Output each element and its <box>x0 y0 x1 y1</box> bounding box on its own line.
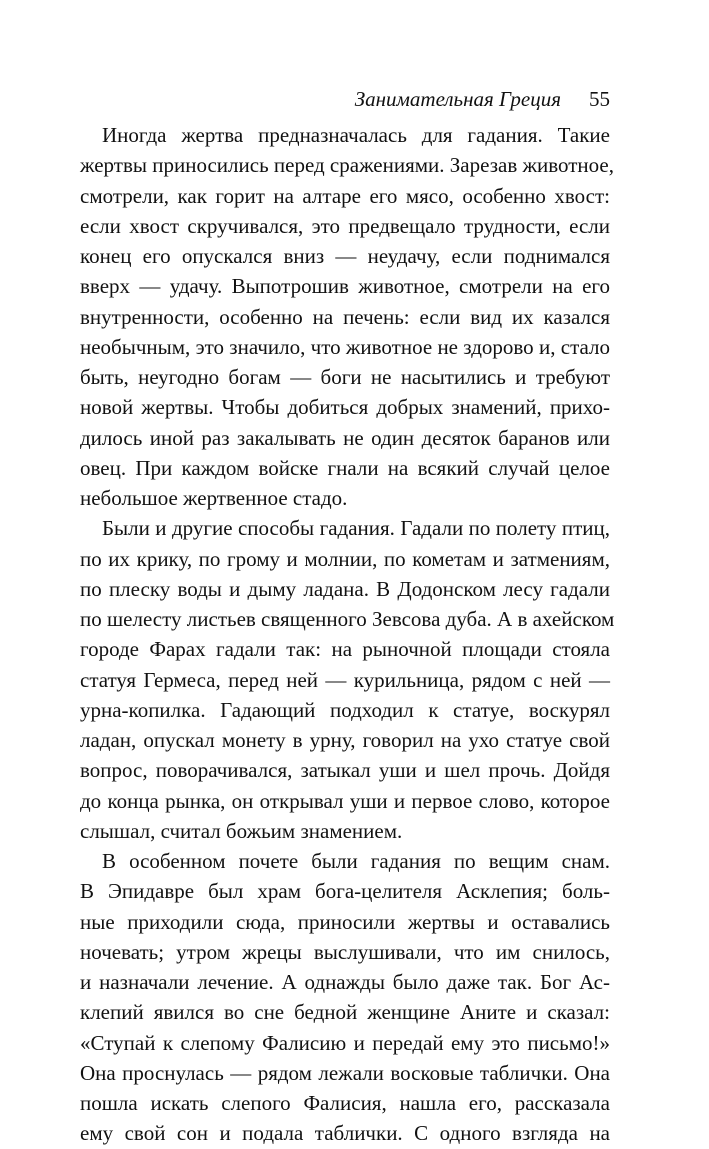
text-line: необычным, это значило, что животное не здорово и, стало <box>80 334 610 359</box>
text-line: пошла искать слепого Фалисия, нашла его, рассказала <box>80 1091 610 1115</box>
text-line: вверх — удачу. Выпотрошив животное, смотрели на его <box>80 274 610 299</box>
text-line: ему свой сон и подала таблички. С одного взгляда на <box>80 1121 610 1146</box>
text-line: ные приходили сюда, приносили жертвы и оставались <box>80 909 610 934</box>
text-line: по их крику, по грому и молнии, по кометам и затмениям, <box>80 546 610 571</box>
text-line: ночевать; утром жрецы выслушивали, что им снилось, <box>80 939 610 964</box>
text-line: внутренности, особенно на печень: если вид их казался <box>80 304 610 329</box>
text-line: «Ступай к слепому Фалисию и передай ему это письмо!» <box>80 1030 610 1055</box>
text-line: городе Фарах гадали так: на рыночной площади стояла <box>80 637 610 662</box>
text-line: Были и другие способы гадания. Гадали по полету птиц, <box>102 516 610 541</box>
text-line: новой жертвы. Чтобы добиться добрых знамений, прихо- <box>80 395 610 420</box>
text-line: по плеску воды и дыму ладана. В Додонском лесу гадали <box>80 576 610 601</box>
text-line: смотрели, как горит на алтаре его мясо, особенно хвост: <box>80 183 610 208</box>
text-line: и назначали лечение. А однажды было даже так. Бог Ас- <box>80 970 610 994</box>
text-line: ладан, опускал монету в урну, говорил на ухо статуе свой <box>80 728 610 752</box>
text-line: статуя Гермеса, перед ней — курильница, рядом с ней — <box>80 667 610 692</box>
text-line: до конца рынка, он открывал уши и первое слово, которое <box>80 788 610 813</box>
text-line: небольшое жертвенное стадо. <box>80 486 348 510</box>
text-line: быть, неугодно богам — боги не насытились и требуют <box>80 365 610 389</box>
running-title: Занимательная Греция <box>354 87 561 111</box>
text-line: дилось иной раз закалывать не один десяток баранов или <box>80 425 610 450</box>
text-line: жертвы приносились перед сражениями. Зарезав животное, <box>80 153 614 178</box>
page-number: 55 <box>589 87 610 111</box>
text-line: клепий явился во сне бедной женщине Аните и сказал: <box>80 1000 610 1025</box>
text-line: В особенном почете были гадания по вещим снам. <box>102 849 610 873</box>
text-line: овец. При каждом войске гнали на всякий случай целое <box>80 455 610 480</box>
paragraph-prophetic-dreams <box>80 846 610 1149</box>
running-header <box>80 84 610 114</box>
text-line: если хвост скручивался, это предвещало трудности, если <box>80 213 610 238</box>
text-line: слышал, считал божьим знамением. <box>80 818 403 843</box>
paragraph-divination-sacrifice <box>80 120 614 513</box>
text-line: вопрос, поворачивался, затыкал уши и шел прочь. Дойдя <box>80 758 610 783</box>
text-line: Она проснулась — рядом лежали восковые таблички. Она <box>80 1060 610 1085</box>
text-line: конец его опускался вниз — неудачу, если поднимался <box>80 244 610 268</box>
body-text <box>80 120 615 1149</box>
paragraph-other-divination <box>80 513 615 846</box>
text-line: Иногда жертва предназначалась для гадания. Такие <box>102 123 610 147</box>
text-line: по шелесту листьев священного Зевсова дуба. А в ахейском <box>80 607 615 631</box>
text-line: В Эпидавре был храм бога-целителя Асклепия; боль- <box>80 879 610 904</box>
text-line: урна-копилка. Гадающий подходил к статуе, воскурял <box>80 697 610 722</box>
